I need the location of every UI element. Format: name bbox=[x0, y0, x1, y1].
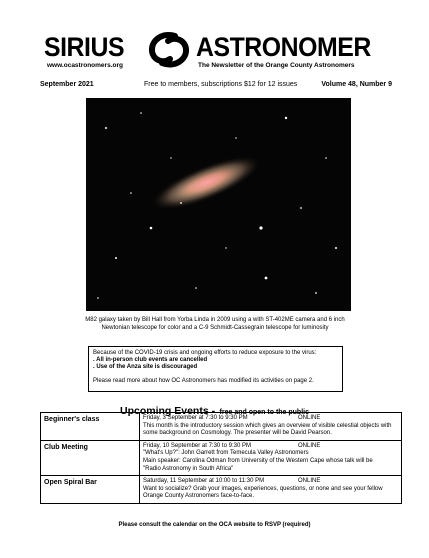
oca-logo-icon bbox=[145, 30, 193, 70]
table-row bbox=[41, 413, 402, 441]
event-name: Open Spiral Bar bbox=[41, 476, 140, 504]
masthead-title-left: SIRIUS bbox=[44, 32, 125, 62]
event-description: "What's Up?": John Garrett from Temecula Valley Astronomers bbox=[143, 450, 309, 457]
table-row bbox=[41, 440, 402, 475]
subscription-price: Free to members, subscriptions $12 for 12 issues bbox=[144, 81, 298, 88]
event-description: This month is the introductory session which gives an overview of visible celestial objects with bbox=[143, 422, 392, 429]
event-mode: ONLINE bbox=[298, 478, 321, 485]
photo-caption bbox=[60, 316, 370, 332]
covid-intro: Because of the COVID-19 crisis and ongoing efforts to reduce exposure to the virus: bbox=[93, 350, 317, 356]
masthead-url: www.ocastronomers.org bbox=[47, 62, 123, 69]
event-description: Orange County Astronomers face-to-face. bbox=[143, 493, 255, 500]
event-details bbox=[140, 440, 402, 475]
event-details bbox=[140, 476, 402, 504]
issue-volume: Volume 48, Number 9 bbox=[321, 81, 392, 88]
event-description: some background on Cosmology. The presenter will be David Pearson. bbox=[143, 430, 332, 437]
event-description: Want to socialize? Grab your images, experiences, questions, or none and see your fellow bbox=[143, 485, 383, 492]
events-table bbox=[40, 412, 402, 504]
caption-line: M82 galaxy taken by Bill Hall from Yorba Linda in 2009 using a with ST-402ME camera and 6 inch bbox=[85, 317, 345, 323]
event-name: Club Meeting bbox=[41, 440, 140, 475]
event-when: Saturday, 11 September at 10:00 to 11:30 PM bbox=[143, 478, 265, 485]
event-mode: ONLINE bbox=[298, 442, 321, 449]
issue-info bbox=[40, 81, 392, 91]
masthead-title-right: ASTRONOMER bbox=[196, 32, 371, 62]
table-row bbox=[41, 476, 402, 504]
galaxy-image bbox=[86, 98, 351, 311]
upcoming-events-subtitle: free and open to the public bbox=[219, 409, 309, 416]
event-description: "Radio Astronomy in South Africa" bbox=[143, 465, 234, 472]
caption-line: Newtonian telescope for color and a C-9 Schmidt-Cassegrain telescope for luminosity bbox=[101, 325, 329, 331]
masthead-subtitle: The Newsletter of the Orange County Astronomers bbox=[198, 62, 355, 69]
upcoming-events-title: Upcoming Events - bbox=[119, 405, 216, 417]
event-name: Beginner's class bbox=[41, 413, 140, 441]
m82-galaxy-photo bbox=[86, 98, 351, 311]
covid-item: . All in-person club events are cancelled bbox=[93, 357, 208, 364]
masthead bbox=[0, 30, 429, 75]
issue-date: September 2021 bbox=[40, 81, 94, 88]
event-details bbox=[140, 413, 402, 441]
event-when: Friday, 10 September at 7:30 to 9:30 PM bbox=[143, 442, 251, 449]
event-description: Main speaker: Carolina Odman from University of the Western Cape whose talk will be bbox=[143, 457, 373, 464]
covid-notice-box bbox=[88, 346, 343, 392]
covid-more-info: Please read more about how OC Astronomers has modified its activities on page 2. bbox=[93, 377, 314, 384]
rsvp-footer-note: Please consult the calendar on the OCA website to RSVP (required) bbox=[118, 522, 311, 528]
event-when: Friday, 3 September at 7:30 to 9:30 PM bbox=[143, 415, 248, 421]
event-mode: ONLINE bbox=[298, 415, 321, 421]
covid-item: . Use of the Anza site is discouraged bbox=[93, 364, 198, 371]
